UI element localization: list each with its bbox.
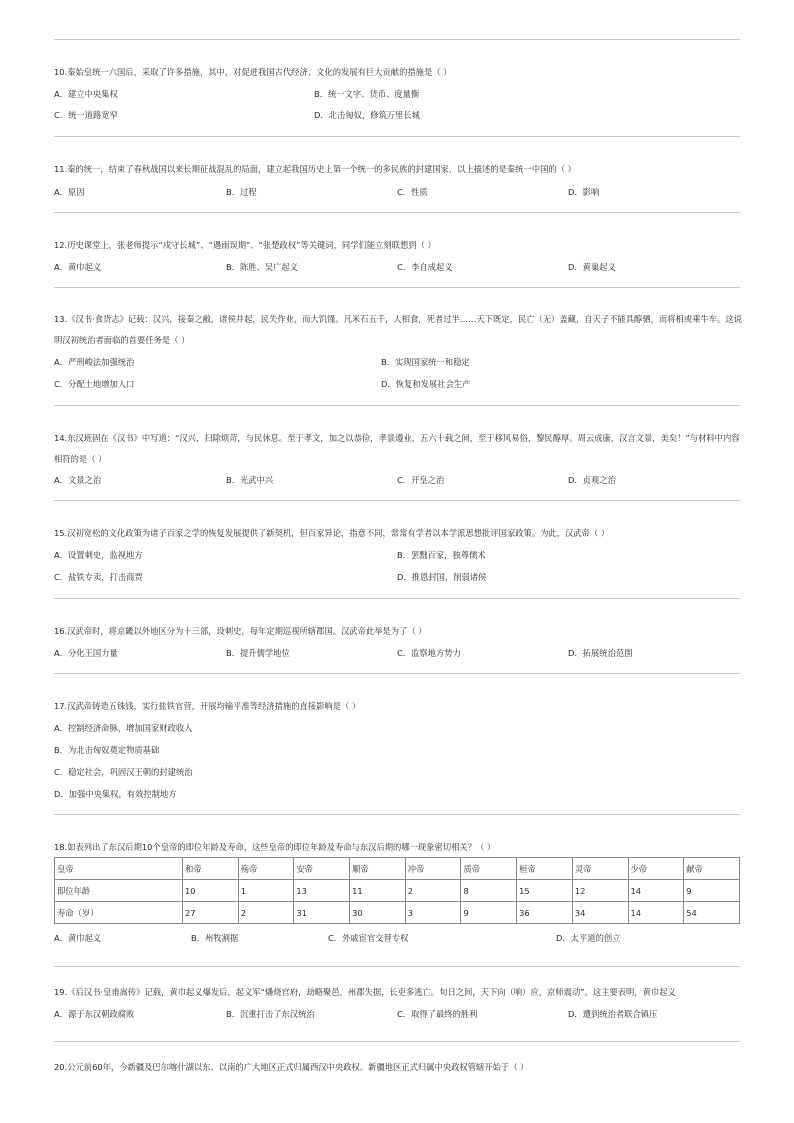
question-18-option-d[interactable]: D．太平道的创立 xyxy=(556,933,621,943)
question-10-option-b[interactable]: B．统一文字、货币、度量衡 xyxy=(314,89,420,99)
table-cell: 献帝 xyxy=(684,858,740,880)
table-cell: 11 xyxy=(350,880,406,902)
table-cell: 顺帝 xyxy=(350,858,406,880)
question-12-stem: 12.历史课堂上，张老师提示“戍守长城”、“遇雨误期”、“张楚政权”等关键词，同学们能立刻联想到（ ） xyxy=(54,240,436,250)
question-14-option-b[interactable]: B．光武中兴 xyxy=(226,475,274,485)
question-11-option-a[interactable]: A．原因 xyxy=(54,187,85,197)
table-cell: 36 xyxy=(517,902,573,924)
question-18-option-a[interactable]: A．黄巾起义 xyxy=(54,933,102,943)
question-13-stem: 13.《汉书·食货志》记载：汉兴，接秦之敝，诸侯并起，民失作业，而大饥馑。凡米石五千，人相食，死者过半……天下既定，民亡（无）盖藏，自天子不能具醇驷，而将相或乘牛车。这说明汉初统治者面临的首要任务是（ ） xyxy=(54,314,742,345)
divider xyxy=(54,405,740,406)
table-cell: 殇帝 xyxy=(238,858,294,880)
question-13-option-b[interactable]: B．实现国家统一和稳定 xyxy=(381,357,470,367)
question-16-stem: 16.汉武帝时，将京畿以外地区分为十三部，设刺史，每年定期巡视所辖郡国。汉武帝此举是为了（ ） xyxy=(54,626,427,636)
table-cell: 安帝 xyxy=(294,858,350,880)
question-12-option-c[interactable]: C．李自成起义 xyxy=(397,262,453,272)
table-cell: 1 xyxy=(238,880,294,902)
question-18-stem: 18.如表列出了东汉后期10个皇帝的即位年龄及寿命，这些皇帝的即位年龄及寿命与东汉后期的哪一现象密切相关？（ ） xyxy=(54,842,496,852)
question-15-option-c[interactable]: C．盐铁专卖，打击商贾 xyxy=(54,572,143,582)
question-15-stem: 15.汉初宽松的文化政策为诸子百家之学的恢复发展提供了新契机，但百家异论，指意不同，常常有学者以本学派思想批评国家政策。为此，汉武帝（ ） xyxy=(54,528,610,538)
table-cell: 15 xyxy=(517,880,573,902)
question-16-option-d[interactable]: D．拓展统治范围 xyxy=(568,648,633,658)
table-cell: 54 xyxy=(684,902,740,924)
divider xyxy=(54,598,740,599)
question-14-option-a[interactable]: A．文景之治 xyxy=(54,475,102,485)
table-cell: 30 xyxy=(350,902,406,924)
question-17-option-a[interactable]: A．控制经济命脉，增加国家财政收入 xyxy=(54,723,193,733)
question-13-option-c[interactable]: C．分配土地增加人口 xyxy=(54,379,135,389)
table-cell: 冲帝 xyxy=(405,858,461,880)
table-cell: 即位年龄 xyxy=(55,880,183,902)
question-14-stem: 14.东汉班固在《汉书》中写道：“汉兴，扫除烦苛，与民休息。至于孝文，加之以恭俭，孝景遵业，五六十载之间，至于移风易俗，黎民醇厚。周云成康，汉言文景，美矣！”与材料中内容相符的是（ ） xyxy=(54,433,740,464)
question-17-option-c[interactable]: C．稳定社会，巩固汉王朝的封建统治 xyxy=(54,767,193,777)
question-17-option-b[interactable]: B．为北击匈奴奠定物质基础 xyxy=(54,745,160,755)
divider xyxy=(54,1041,740,1042)
divider xyxy=(54,500,740,501)
table-cell: 34 xyxy=(572,902,628,924)
table-cell: 灵帝 xyxy=(572,858,628,880)
question-12-option-d[interactable]: D．黄巢起义 xyxy=(568,262,616,272)
question-14-option-d[interactable]: D．贞观之治 xyxy=(568,475,616,485)
question-16-option-c[interactable]: C．监察地方势力 xyxy=(397,648,461,658)
question-11-stem: 11.秦的统一，结束了春秋战国以来长期征战混乱的局面，建立起我国历史上第一个统一的多民族的封建国家，以上描述的是秦统一中国的（ ） xyxy=(54,164,576,174)
table-cell: 质帝 xyxy=(461,858,517,880)
question-15-option-b[interactable]: B．罢黜百家，独尊儒术 xyxy=(397,550,486,560)
table-row xyxy=(55,902,740,924)
divider xyxy=(54,814,740,815)
question-10-option-a[interactable]: A．建立中央集权 xyxy=(54,89,118,99)
question-11-option-b[interactable]: B．过程 xyxy=(226,187,257,197)
question-14-option-c[interactable]: C．开皇之治 xyxy=(397,475,445,485)
table-cell: 31 xyxy=(294,902,350,924)
question-15-option-a[interactable]: A．设置刺史，监视地方 xyxy=(54,550,143,560)
question-15-option-d[interactable]: D．推恩封国，削弱诸侯 xyxy=(397,572,487,582)
table-row xyxy=(55,880,740,902)
table-row xyxy=(55,858,740,880)
table-cell: 寿命（岁） xyxy=(55,902,183,924)
question-17-stem: 17.汉武帝铸造五铢钱，实行盐铁官营，开展均输平准等经济措施的直接影响是（ ） xyxy=(54,701,361,711)
question-20-stem: 20.公元前60年，今新疆及巴尔喀什湖以东、以南的广大地区正式归属西汉中央政权。新疆地区正式归属中央政权管辖开始于（ ） xyxy=(54,1062,529,1072)
table-cell: 2 xyxy=(238,902,294,924)
question-19-option-b[interactable]: B．沉重打击了东汉统治 xyxy=(226,1009,315,1019)
question-18-option-c[interactable]: C．外戚宦官交替专权 xyxy=(328,933,409,943)
question-19-stem: 19.《后汉书·皇甫嵩传》记载，黄巾起义爆发后，起义军“燔烧官府，劫略聚邑，州郡失据，长吏多逃亡。旬日之间，天下向（响）应，京师震动”。这主要表明，黄巾起义 xyxy=(54,987,676,997)
table-cell: 8 xyxy=(461,880,517,902)
table-cell: 12 xyxy=(572,880,628,902)
question-13-option-d[interactable]: D．恢复和发展社会生产 xyxy=(381,379,471,389)
question-19-option-d[interactable]: D．遭到统治者联合镇压 xyxy=(568,1009,658,1019)
table-cell: 3 xyxy=(405,902,461,924)
table-cell: 27 xyxy=(183,902,239,924)
table-cell: 9 xyxy=(461,902,517,924)
table-cell: 14 xyxy=(628,880,684,902)
question-12-option-b[interactable]: B．陈胜、吴广起义 xyxy=(226,262,299,272)
question-11-option-d[interactable]: D．影响 xyxy=(568,187,600,197)
divider xyxy=(54,673,740,674)
divider xyxy=(54,287,740,288)
question-10-option-c[interactable]: C．统一道路宽窄 xyxy=(54,110,118,120)
divider xyxy=(54,39,740,40)
question-13-option-a[interactable]: A．严刑峻法加强统治 xyxy=(54,357,135,367)
question-17-option-d[interactable]: D．加强中央集权，有效控制地方 xyxy=(54,789,177,799)
table-cell: 10 xyxy=(183,880,239,902)
question-10-option-d[interactable]: D．北击匈奴，修筑万里长城 xyxy=(314,110,420,120)
question-19-option-c[interactable]: C．取得了最终的胜利 xyxy=(397,1009,478,1019)
divider xyxy=(54,966,740,967)
table-cell: 2 xyxy=(405,880,461,902)
question-16-option-a[interactable]: A．分化王国力量 xyxy=(54,648,118,658)
table-cell: 和帝 xyxy=(183,858,239,880)
table-cell: 桓帝 xyxy=(517,858,573,880)
table-cell: 少帝 xyxy=(628,858,684,880)
question-18-option-b[interactable]: B．州牧割据 xyxy=(191,933,239,943)
table-cell: 14 xyxy=(628,902,684,924)
question-11-option-c[interactable]: C．性质 xyxy=(397,187,428,197)
question-10-stem: 10.秦始皇统一六国后，采取了许多措施，其中，对促进我国古代经济、文化的发展有巨大贡献的措施是（ ） xyxy=(54,67,452,77)
question-16-option-b[interactable]: B．提升儒学地位 xyxy=(226,648,290,658)
divider xyxy=(54,212,740,213)
table-cell: 9 xyxy=(684,880,740,902)
question-19-option-a[interactable]: A．源于东汉朝政腐败 xyxy=(54,1009,135,1019)
question-12-option-a[interactable]: A．黄巾起义 xyxy=(54,262,102,272)
divider xyxy=(54,136,740,137)
emperor-table xyxy=(54,857,740,924)
table-cell: 皇帝 xyxy=(55,858,183,880)
table-cell: 13 xyxy=(294,880,350,902)
